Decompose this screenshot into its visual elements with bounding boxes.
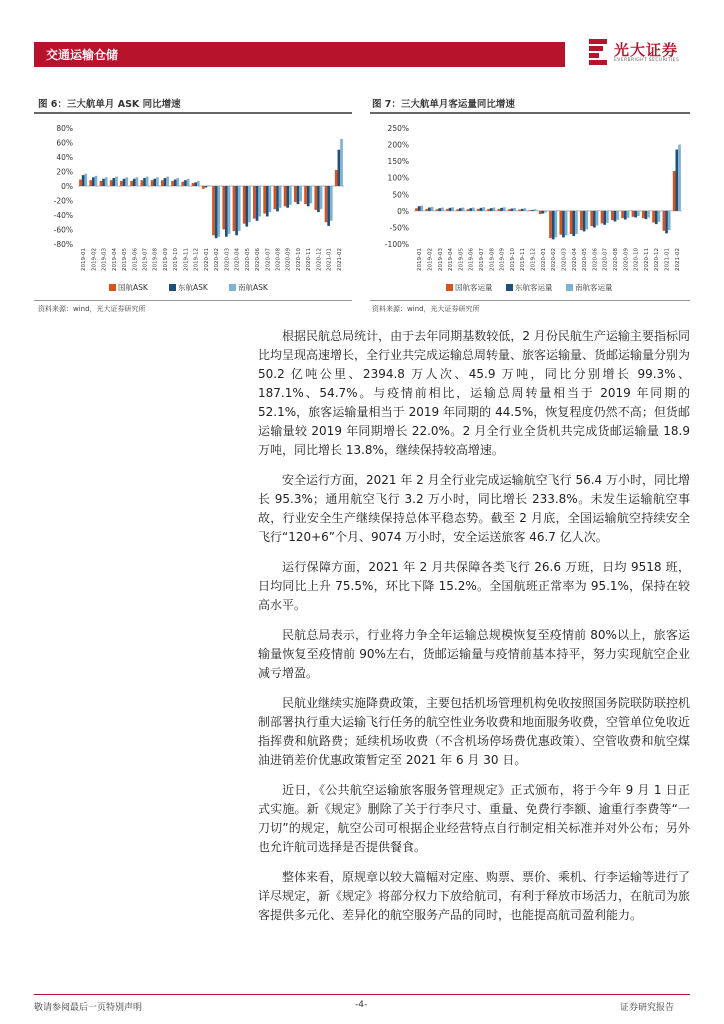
bar-南航ASK-2020-09 (289, 186, 292, 205)
figure-6-bottom-rule (34, 300, 352, 301)
bar-东航ASK-2019-07 (143, 178, 146, 186)
bar-南航客运量-2019-01 (420, 206, 423, 211)
x-tick-label: 2019-12 (193, 248, 200, 271)
legend-swatch (109, 284, 116, 291)
bar-国航ASK-2019-10 (171, 181, 174, 186)
bar-东航ASK-2020-06 (256, 186, 259, 221)
x-tick-label: 2019-04 (111, 248, 118, 271)
legend-swatch (566, 284, 573, 291)
y-tick-label: -60% (53, 225, 73, 235)
y-tick-label: 250% (387, 124, 409, 133)
bar-东航ASK-2020-08 (276, 186, 279, 211)
bar-东航客运量-2020-04 (572, 211, 575, 236)
x-tick-label: 2021-01 (664, 248, 671, 271)
legend-label: 东航客运量 (515, 283, 553, 292)
bar-国航客运量-2019-05 (456, 209, 459, 211)
bar-国航客运量-2021-01 (663, 211, 666, 231)
bar-东航ASK-2020-03 (225, 186, 228, 237)
bar-南航客运量-2019-03 (441, 208, 444, 211)
bar-东航ASK-2021-02 (338, 150, 341, 186)
bar-国航客运量-2019-04 (446, 209, 449, 211)
x-tick-label: 2019-02 (91, 248, 98, 271)
bar-南航ASK-2020-04 (238, 186, 241, 231)
bar-南航客运量-2019-04 (451, 207, 454, 211)
body-text (258, 327, 690, 936)
x-tick-label: 2020-03 (224, 248, 231, 271)
x-tick-label: 2020-11 (306, 248, 313, 271)
paragraph: 安全运行方面，2021 年 2 月全行业完成运输航空飞行 56.4 万小时，同比增长 95.3%；通用航空飞行 3.2 万小时，同比增长 233.8%。未发生运输航空事故，行业安全生产继续保持总体平稳态势。截至 2 月底，全国运输航空持续安全飞行“120+6”个月、9074 万小时，安全运送旅客 46.7 亿人次。 (258, 473, 690, 544)
x-tick-label: 2019-10 (173, 248, 180, 271)
x-tick-label: 2020-01 (203, 248, 210, 271)
bar-东航ASK-2020-09 (286, 186, 289, 208)
bar-南航客运量-2020-06 (596, 211, 599, 226)
x-tick-label: 2020-09 (623, 248, 630, 271)
legend-swatch (446, 284, 453, 291)
bar-国航ASK-2019-09 (161, 180, 164, 186)
x-tick-label: 2020-04 (234, 248, 241, 271)
bar-国航客运量-2019-12 (529, 210, 532, 211)
bar-国航客运量-2020-05 (580, 211, 583, 230)
legend-label: 国航客运量 (455, 283, 493, 292)
bar-东航客运量-2021-02 (676, 150, 679, 211)
bar-南航ASK-2020-02 (217, 186, 220, 237)
x-tick-label: 2019-01 (81, 248, 88, 271)
bar-南航客运量-2020-12 (658, 211, 661, 222)
bar-南航ASK-2020-05 (248, 186, 251, 222)
x-tick-label: 2020-06 (592, 248, 599, 271)
bar-国航客运量-2019-02 (425, 209, 428, 211)
y-tick-label: -20% (53, 196, 73, 206)
bar-东航客运量-2020-07 (603, 211, 606, 225)
bar-东航ASK-2019-09 (164, 178, 167, 186)
bar-南航ASK-2019-07 (146, 177, 149, 186)
bar-国航ASK-2019-06 (130, 181, 133, 186)
bar-国航ASK-2021-02 (335, 170, 338, 186)
bar-国航ASK-2020-02 (212, 186, 215, 235)
bar-东航ASK-2019-06 (133, 179, 136, 186)
bar-国航ASK-2020-12 (314, 186, 317, 210)
x-tick-label: 2019-09 (499, 248, 506, 271)
bar-国航客运量-2021-02 (673, 171, 676, 211)
figure-7-top-rule (370, 112, 690, 114)
bar-国航客运量-2020-07 (601, 211, 604, 224)
bar-国航客运量-2019-10 (508, 209, 511, 211)
bar-南航客运量-2020-11 (647, 211, 650, 218)
bar-南航ASK-2020-01 (207, 185, 210, 186)
bar-南航客运量-2020-05 (585, 211, 588, 230)
x-tick-label: 2019-05 (122, 248, 129, 271)
bar-南航ASK-2019-09 (166, 177, 169, 186)
bar-南航客运量-2019-12 (534, 209, 537, 211)
bar-东航客运量-2019-11 (521, 209, 524, 211)
x-tick-label: 2021-01 (326, 248, 333, 271)
x-tick-label: 2021-02 (336, 248, 343, 271)
bar-东航客运量-2019-05 (459, 208, 462, 211)
bar-南航客运量-2019-11 (524, 208, 527, 211)
bar-国航ASK-2019-07 (141, 180, 144, 186)
bar-国航ASK-2019-11 (181, 182, 184, 186)
bar-南航客运量-2019-09 (503, 207, 506, 211)
footer-disclaimer: 敬请参阅最后一页特别声明 (34, 1003, 143, 1013)
bar-东航ASK-2020-11 (307, 186, 310, 206)
bar-国航ASK-2020-05 (243, 186, 246, 224)
section-title: 交通运输仓储 (46, 48, 119, 62)
x-tick-label: 2020-08 (275, 248, 282, 271)
bar-东航客运量-2020-01 (542, 211, 545, 214)
bar-南航ASK-2021-02 (340, 139, 343, 186)
legend-label: 东航ASK (178, 283, 208, 292)
y-tick-label: 200% (387, 140, 409, 150)
y-tick-label: -100% (384, 240, 409, 249)
x-tick-label: 2020-10 (633, 248, 640, 271)
bar-东航客运量-2019-04 (449, 208, 452, 211)
bar-东航客运量-2019-03 (438, 208, 441, 211)
bar-国航ASK-2019-12 (192, 183, 195, 186)
bar-国航客运量-2020-12 (652, 211, 655, 223)
bar-国航客运量-2020-01 (539, 211, 542, 214)
y-tick-label: 80% (56, 124, 73, 133)
x-tick-label: 2021-02 (674, 248, 681, 271)
x-tick-label: 2019-07 (142, 248, 149, 271)
bar-东航ASK-2019-01 (82, 175, 85, 186)
x-tick-label: 2020-04 (571, 248, 578, 271)
legend-label: 南航客运量 (575, 283, 613, 292)
bar-国航客运量-2020-08 (611, 211, 614, 220)
x-tick-label: 2019-06 (468, 248, 475, 271)
bar-国航客运量-2020-04 (570, 211, 573, 234)
legend-swatch (229, 284, 236, 291)
bar-南航客运量-2020-07 (606, 211, 609, 223)
x-tick-label: 2020-06 (255, 248, 262, 271)
bar-南航ASK-2020-06 (258, 186, 261, 216)
bar-国航ASK-2019-01 (79, 179, 82, 186)
bar-国航ASK-2020-07 (263, 186, 266, 214)
x-tick-label: 2020-02 (551, 248, 558, 271)
paragraph: 近日，《公共航空运输旅客服务管理规定》正式颁布，将于今年 9 月 1 日正式实施。新《规定》删除了关于行李尺寸、重量、免费行李额、逾重行李费等“一刀切”的规定，航空公司可根据企业经营特点自行制定相关标准并对外公布；另外也允许航司选择是否提供餐食。 (258, 783, 690, 854)
x-tick-label: 2019-08 (489, 248, 496, 271)
x-tick-label: 2020-05 (244, 248, 251, 271)
bar-东航ASK-2019-05 (123, 179, 126, 186)
bar-国航客运量-2020-11 (642, 211, 645, 218)
bar-南航客运量-2019-02 (431, 207, 434, 211)
bar-东航客运量-2020-06 (593, 211, 596, 228)
x-tick-label: 2020-09 (285, 248, 292, 271)
x-tick-label: 2020-11 (643, 248, 650, 271)
bar-国航ASK-2020-06 (253, 186, 256, 219)
page-number: -4- (355, 1000, 368, 1010)
y-tick-label: 100% (387, 173, 409, 183)
bar-国航客运量-2019-03 (436, 209, 439, 211)
bar-东航客运量-2019-07 (480, 208, 483, 211)
bar-东航ASK-2020-07 (266, 186, 269, 216)
legend-label: 南航ASK (238, 283, 268, 292)
bar-东航ASK-2019-11 (184, 180, 187, 186)
logo-icon (588, 38, 608, 66)
bar-东航ASK-2019-10 (174, 179, 177, 186)
y-tick-label: 20% (56, 167, 73, 177)
x-tick-label: 2020-12 (654, 248, 661, 271)
y-tick-label: -40% (53, 211, 73, 220)
x-tick-label: 2020-07 (602, 248, 609, 271)
bar-东航ASK-2020-01 (205, 186, 208, 187)
paragraph: 根据民航总局统计，由于去年同期基数较低，2 月份民航生产运输主要指标同比均呈现高速增长，全行业共完成运输总周转量、旅客运输量、货邮运输量分别为 50.2 亿吨公里、2394.8 万人次、45.9 万吨，同比分别增长 99.3%、187.1%、54.7%。与疫情前相比，运输总周转量相当于 2019 年同期的 52.1%，旅客运输量相当于 2019 年同期的 44.5%，恢复程度仍然不高；但货邮运输量较 2019 年同期增长 22.0%。2 月全行业全货机共完成货邮运输量 18.9 万吨，同比增长 13.8%，继续保持较高增速。 (258, 329, 691, 457)
bar-国航客运量-2019-09 (498, 209, 501, 211)
y-tick-label: 150% (387, 157, 409, 167)
bar-南航ASK-2020-10 (299, 186, 302, 201)
bar-国航ASK-2020-09 (284, 186, 287, 206)
bar-东航ASK-2019-03 (102, 179, 105, 186)
bar-东航客运量-2019-02 (428, 208, 431, 211)
bar-东航客运量-2021-01 (665, 211, 668, 234)
bar-南航客运量-2019-06 (472, 208, 475, 211)
bar-南航ASK-2019-12 (197, 181, 200, 186)
bar-南航客运量-2019-07 (482, 207, 485, 211)
x-tick-label: 2019-07 (479, 248, 485, 271)
bar-国航ASK-2020-11 (304, 186, 307, 204)
bar-南航客运量-2019-10 (513, 208, 516, 211)
paragraph: 民航总局表示，行业将力争全年运输总规模恢复至疫情前 80%以上，旅客运输量恢复至疫情前 90%左右，货邮运输量与疫情前基本持平，努力实现航空企业减亏增盈。 (258, 628, 690, 680)
bar-东航ASK-2019-12 (194, 182, 197, 186)
logo-subtext: EVERBRIGHT SECURITIES (614, 58, 680, 63)
bar-南航客运量-2020-08 (616, 211, 619, 220)
bar-南航ASK-2019-11 (187, 179, 190, 186)
x-tick-label: 2020-07 (265, 248, 272, 271)
legend-swatch (506, 284, 513, 291)
bar-东航客运量-2020-02 (552, 211, 555, 240)
bar-东航ASK-2020-02 (215, 186, 218, 238)
bar-国航ASK-2020-08 (274, 186, 277, 209)
y-tick-label: -80% (53, 240, 73, 249)
bar-南航客运量-2021-02 (678, 145, 681, 211)
x-tick-label: 2020-08 (613, 248, 619, 271)
bar-国航ASK-2019-02 (89, 180, 92, 186)
x-tick-label: 2019-11 (183, 248, 190, 271)
x-tick-label: 2019-02 (427, 248, 434, 271)
figure-7-source: 资料来源：wind，光大证券研究所 (372, 305, 480, 313)
bar-南航客运量-2020-01 (544, 211, 547, 213)
bar-国航客运量-2019-07 (477, 209, 480, 211)
bar-南航客运量-2019-08 (493, 208, 496, 211)
bar-东航ASK-2019-08 (153, 179, 156, 186)
bar-东航ASK-2019-04 (112, 178, 115, 186)
y-tick-label: 40% (56, 153, 73, 162)
x-tick-label: 2019-01 (417, 248, 424, 271)
bar-南航客运量-2020-03 (565, 211, 568, 236)
bar-东航客运量-2020-03 (562, 211, 565, 238)
x-tick-label: 2019-09 (162, 248, 169, 271)
figure-6-top-rule (34, 112, 352, 114)
bar-国航ASK-2020-03 (222, 186, 225, 230)
legend-swatch (169, 284, 176, 291)
x-tick-label: 2019-04 (448, 248, 455, 271)
bar-东航ASK-2020-12 (317, 186, 320, 212)
bar-南航ASK-2019-01 (84, 174, 87, 186)
bar-国航ASK-2019-03 (100, 181, 103, 186)
paragraph: 运行保障方面，2021 年 2 月共保障各类飞行 26.6 万班，日均 9518 班，日均同比上升 75.5%，环比下降 15.2%。全国航班正常率为 95.1%，保持在较高水平。 (258, 560, 690, 612)
bar-东航ASK-2020-10 (297, 186, 300, 204)
bar-东航客运量-2019-12 (531, 210, 534, 211)
bar-东航客运量-2019-10 (511, 209, 514, 211)
bar-国航客运量-2020-10 (632, 211, 635, 217)
bar-东航客运量-2020-09 (624, 211, 627, 220)
figure-7-bottom-rule (370, 300, 690, 301)
bar-南航ASK-2019-02 (95, 176, 98, 186)
bar-国航客运量-2020-03 (559, 211, 562, 235)
bar-国航客运量-2020-09 (621, 211, 624, 218)
bar-南航ASK-2019-06 (136, 177, 139, 186)
x-tick-label: 2020-05 (582, 248, 589, 271)
bar-东航客运量-2019-01 (418, 206, 421, 211)
bar-国航ASK-2019-08 (151, 180, 154, 186)
bar-南航客运量-2020-10 (637, 211, 640, 216)
x-tick-label: 2020-03 (561, 248, 568, 271)
bar-国航ASK-2020-10 (294, 186, 297, 202)
bar-南航ASK-2020-07 (269, 186, 272, 212)
bar-南航ASK-2020-12 (320, 186, 323, 209)
y-tick-label: 0% (397, 206, 409, 216)
footer-rule (34, 994, 690, 995)
bar-南航ASK-2021-01 (330, 186, 333, 221)
bar-南航ASK-2019-05 (125, 177, 128, 186)
bar-南航客运量-2020-04 (575, 211, 578, 234)
x-tick-label: 2019-03 (101, 248, 108, 271)
x-tick-label: 2019-12 (530, 248, 537, 271)
ask-growth-chart (34, 122, 352, 300)
x-tick-label: 2019-08 (152, 248, 159, 271)
bar-南航客运量-2020-09 (627, 211, 630, 218)
bar-国航客运量-2019-01 (415, 208, 418, 211)
bar-国航客运量-2019-06 (467, 209, 470, 211)
bar-东航客运量-2020-11 (645, 211, 648, 219)
bar-南航客运量-2019-05 (462, 208, 465, 211)
x-tick-label: 2020-12 (316, 248, 323, 271)
bar-国航ASK-2020-01 (202, 186, 205, 189)
bar-国航客运量-2019-11 (518, 210, 521, 211)
y-tick-label: 0% (61, 182, 73, 191)
figure-6-title: 图 6：三大航单月 ASK 同比增速 (38, 99, 181, 110)
bar-东航客运量-2019-09 (500, 208, 503, 211)
x-tick-label: 2020-02 (214, 248, 221, 271)
bar-南航ASK-2019-10 (177, 178, 180, 186)
bar-南航ASK-2019-03 (105, 177, 108, 186)
footer-report-type: 证券研究报告 (620, 1003, 675, 1013)
x-tick-label: 2019-11 (520, 248, 527, 271)
legend-label: 国航ASK (118, 283, 148, 292)
x-tick-label: 2019-05 (458, 248, 465, 271)
x-tick-label: 2020-01 (540, 248, 547, 271)
bar-国航客运量-2020-02 (549, 211, 552, 238)
bar-国航ASK-2021-01 (325, 186, 328, 222)
bar-南航ASK-2020-08 (279, 186, 282, 208)
bar-南航客运量-2020-02 (554, 211, 557, 238)
bar-东航客运量-2019-06 (469, 208, 472, 211)
bar-国航客运量-2020-06 (590, 211, 593, 226)
bar-东航客运量-2019-08 (490, 208, 493, 211)
bar-南航ASK-2020-03 (228, 186, 231, 234)
bar-国航ASK-2019-05 (120, 181, 123, 186)
paragraph: 民航业继续实施降费政策，主要包括机场管理机构免收按照国务院联防联控机制部署执行重大运输飞行任务的航空性业务收费和地面服务收费，空管单位免收近指挥费和航路费；延续机场收费（不含机场停场费优惠政策）、空管收费和航空煤油进销差价优惠政策暂定至 2021 年 6 月 30 日。 (258, 696, 691, 767)
bar-国航ASK-2020-04 (233, 186, 236, 231)
figure-6-source: 资料来源：wind，光大证券研究所 (38, 305, 146, 313)
x-tick-label: 2019-03 (437, 248, 444, 271)
bar-东航ASK-2019-02 (92, 177, 95, 186)
bar-南航ASK-2019-04 (115, 177, 118, 186)
logo-text: 光大证券 (614, 41, 679, 59)
bar-东航客运量-2020-05 (583, 211, 586, 232)
bar-东航客运量-2020-12 (655, 211, 658, 224)
y-tick-label: 60% (56, 138, 73, 148)
passenger-growth-chart (370, 122, 690, 300)
x-tick-label: 2020-10 (295, 248, 302, 271)
y-tick-label: -50% (389, 223, 409, 233)
bar-南航ASK-2019-08 (156, 177, 159, 186)
bar-东航ASK-2021-01 (327, 186, 330, 226)
bar-国航客运量-2019-08 (487, 209, 490, 211)
bar-南航客运量-2021-01 (668, 211, 671, 230)
paragraph: 整体来看，原规章以较大篇幅对定座、购票、票价、乘机、行李运输等进行了详尽规定，新《规定》将部分权力下放给航司，有利于释放市场活力，在航司为旅客提供多元化、差异化的航空服务产品的同时，也能提高航司盈利能力。 (258, 870, 691, 922)
x-tick-label: 2019-10 (509, 248, 516, 271)
bar-东航客运量-2020-10 (634, 211, 637, 218)
y-tick-label: 50% (392, 190, 409, 200)
bar-东航ASK-2020-04 (235, 186, 238, 235)
figure-7-title: 图 7：三大航单月客运量同比增速 (372, 99, 515, 110)
bar-东航客运量-2020-08 (614, 211, 617, 222)
bar-南航ASK-2020-11 (310, 186, 313, 203)
bar-国航ASK-2019-04 (110, 180, 113, 186)
x-tick-label: 2019-06 (132, 248, 139, 271)
bar-东航ASK-2020-05 (245, 186, 248, 227)
